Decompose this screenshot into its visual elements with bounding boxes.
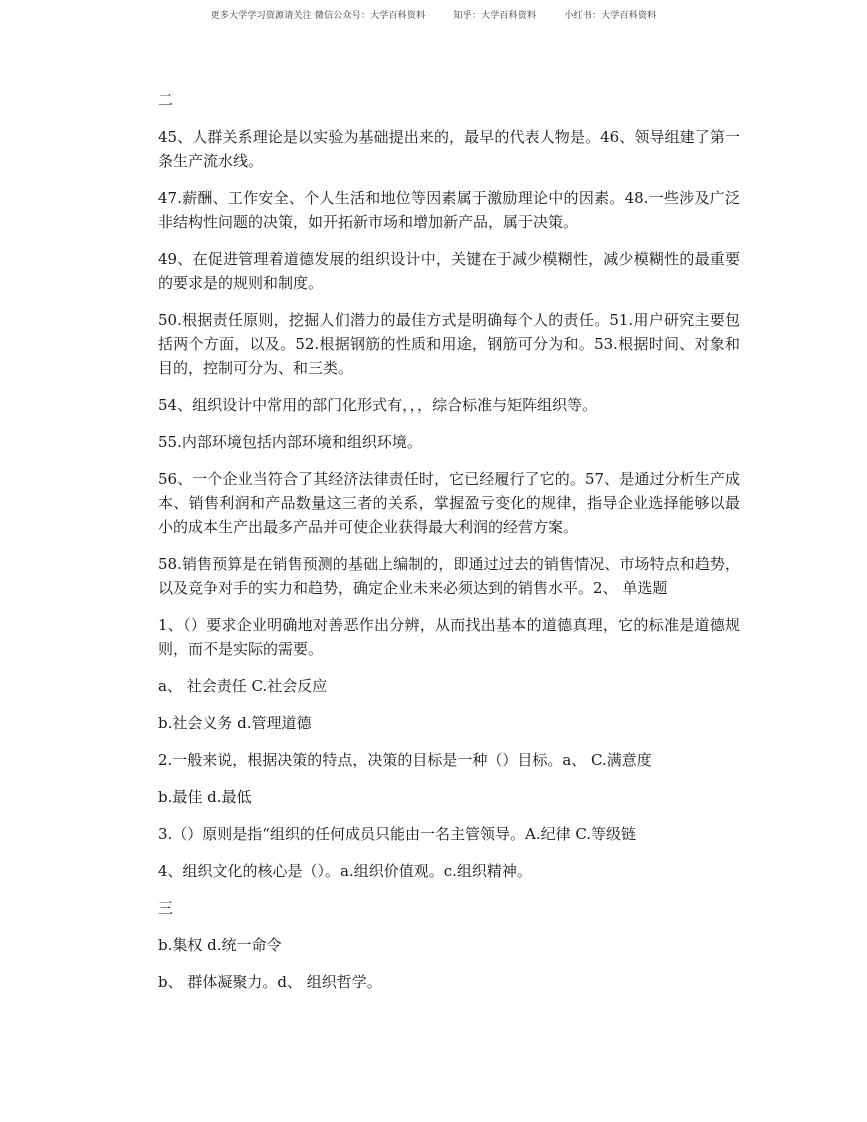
paragraph: b、 群体凝聚力。d、 组织哲学。	[158, 973, 382, 991]
header-xiaohongshu: 小红书：大学百科资料	[564, 11, 657, 21]
paragraph: 54、组织设计中常用的部门化形式有，，，综合标准与矩阵组织等。	[158, 396, 598, 414]
paragraph: 二	[158, 91, 174, 109]
paragraph: 47.薪酬、工作安全、个人生活和地位等因素属于激励理论中的因素。48.一些涉及广泛非结构性问题的决策，如开拓新市场和增加新产品，属于决策。	[158, 189, 740, 231]
header-wechat: 更多大学学习资源请关注 微信公众号：大学百科资料	[210, 11, 426, 21]
paragraph: 三	[158, 899, 174, 917]
paragraph: 55.内部环境包括内部环境和组织环境。	[158, 433, 422, 451]
document-body	[158, 88, 740, 1007]
paragraph: b.最佳 d.最低	[158, 788, 252, 806]
page-header	[0, 8, 867, 21]
paragraph: 4、组织文化的核心是（）。a.组织价值观。c.组织精神。	[158, 862, 532, 880]
paragraph: a、 社会责任 C.社会反应	[158, 677, 328, 695]
paragraph: 50.根据责任原则，挖掘人们潜力的最佳方式是明确每个人的责任。51.用户研究主要包括两个方面，以及。52.根据钢筋的性质和用途，钢筋可分为和。53.根据时间、对象和目的，控制可分为、和三类。	[158, 311, 740, 377]
paragraph: 1、（）要求企业明确地对善恶作出分辨，从而找出基本的道德真理，它的标准是道德规则，而不是实际的需要。	[158, 616, 740, 658]
paragraph: b.社会义务 d.管理道德	[158, 714, 312, 732]
paragraph: 2.一般来说，根据决策的特点，决策的目标是一种（）目标。a、 C.满意度	[158, 751, 652, 769]
paragraph: 49、在促进管理着道德发展的组织设计中，关键在于减少模糊性，减少模糊性的最重要的要求是的规则和制度。	[158, 250, 740, 292]
paragraph: 56、一个企业当符合了其经济法律责任时，它已经履行了它的。57、是通过分析生产成本、销售利润和产品数量这三者的关系，掌握盈亏变化的规律，指导企业选择能够以最小的成本生产出最多产品并可使企业获得最大利润的经营方案。	[158, 470, 740, 536]
paragraph: 3.（）原则是指“组织的任何成员只能由一名主管领导。A.纪律 C.等级链	[158, 825, 637, 843]
header-zhihu: 知乎：大学百科资料	[453, 11, 537, 21]
paragraph: b.集权 d.统一命令	[158, 936, 282, 954]
paragraph: 45、人群关系理论是以实验为基础提出来的，最早的代表人物是。46、领导组建了第一条生产流水线。	[158, 128, 740, 170]
paragraph: 58.销售预算是在销售预测的基础上编制的，即通过过去的销售情况、市场特点和趋势，以及竞争对手的实力和趋势，确定企业未来必须达到的销售水平。2、 单选题	[158, 555, 740, 597]
